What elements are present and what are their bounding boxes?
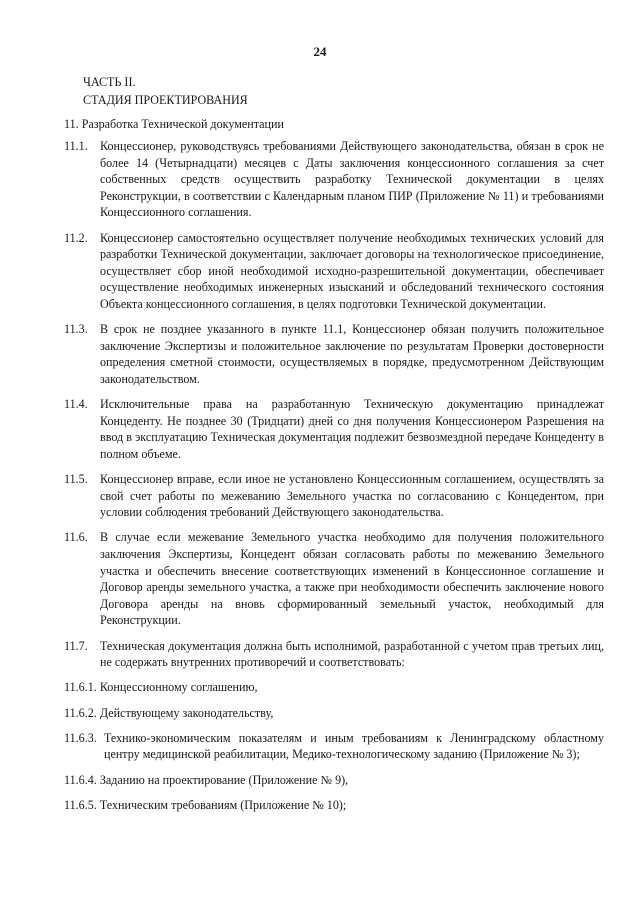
clause-number: 11.1. [64, 139, 88, 153]
clause-11-3 [64, 321, 604, 387]
clause-11-6 [64, 529, 604, 629]
clause-11-7 [64, 638, 604, 671]
subclause-11-6-4 [64, 772, 604, 789]
subclause-text: Действующему законодательству, [99, 705, 274, 720]
clause-text: Техническая документация должна быть исполнимой, разработанной с учетом прав третьих лиц, не содержать внутренних противоречий и соответствовать: [100, 638, 604, 670]
clause-text: Концессионер вправе, если иное не установлено Концессионным соглашением, осуществлять за свой счет работы по межеванию Земельного участка по согласованию с Концедентом, при условии соблюдения требований Действующего законодательства. [100, 472, 604, 520]
clause-number: 11.3. [64, 322, 88, 337]
clause-11-5 [64, 471, 604, 521]
clause-text: В срок не позднее указанного в пункте 11.1, Концессионер обязан получить положительное заключение Экспертизы и положительное заключение по результатам Проверки достоверности определения сметной стоимости, осуществляемых в порядке, предусмотренном Действующим законодательством. [100, 322, 604, 386]
subclause-11-6-1 [64, 679, 604, 696]
clause-number: 11.2. [64, 230, 88, 245]
subclause-number: 11.6.2. [64, 705, 100, 720]
subclause-text: Заданию на проектирование (Приложение № 9), [99, 772, 349, 787]
clause-text: Концессионер самостоятельно осуществляет получение необходимых технических условий для разработки Технической документации, заключает договоры на технологическое присоединение, осуществляет сбор иной необходимой исходно-разрешительной документации, обеспечивает осуществление необходимых инженерных изысканий и обследований технического состояния Объекта концессионного соглашения, в целях подготовки Технической документации. [100, 230, 604, 311]
clause-11-2 [64, 230, 604, 313]
subclause-number: 11.6.5. [64, 797, 100, 812]
section-title: 11. Разработка Технической документации [64, 117, 284, 131]
clause-number: 11.4. [64, 397, 88, 412]
part-heading [83, 73, 248, 109]
clause-number: 11.7. [64, 638, 88, 653]
subclause-11-6-5 [64, 797, 604, 814]
subclause-text: Техническим требованиям (Приложение № 10); [99, 797, 347, 812]
stage-title: СТАДИЯ ПРОЕКТИРОВАНИЯ [83, 93, 248, 107]
subclause-11-6-3 [64, 730, 604, 763]
part-label: ЧАСТЬ II. [83, 75, 136, 89]
clause-number: 11.5. [64, 472, 88, 487]
subclause-text: Технико-экономическим показателям и иным требованиям к Ленинградскому областному центру медицинской реабилитации, Медико-технологическому заданию (Приложение № 3); [104, 730, 604, 762]
clause-text: В случае если межевание Земельного участка необходимо для получения положительного заключения Экспертизы, Концедент обязан согласовать работы по межеванию Земельного участка и обеспечить внесение соответствующих изменений в Концессионное соглашение и Договор аренды земельного участка, а также при необходимости обеспечить заключение нового Договора аренды на вновь сформированный земельный участок, необходимый для Реконструкции. [100, 530, 604, 628]
clause-11-4 [64, 396, 604, 462]
document-body [64, 138, 604, 822]
subclause-text: Концессионному соглашению, [99, 680, 258, 695]
subclause-number: 11.6.4. [64, 772, 100, 787]
clause-11-1 [64, 138, 604, 221]
page-number: 24 [313, 44, 327, 59]
clause-text: Концессионер, руководствуясь требованиями Действующего законодательства, обязан в срок не более 14 (Четырнадцати) месяцев с Даты заключения концессионного соглашения за счет собственных средств осуществить разработку Технической документации в целях Реконструкции, в соответствии с Календарным планом ПИР (Приложение № 11) и требованиями Концессионного соглашения. [100, 139, 604, 220]
clause-number: 11.6. [64, 530, 88, 545]
clause-text: Исключительные права на разработанную Техническую документацию принадлежат Концеденту. Не позднее 30 (Тридцати) дней со дня получения Концессионером Разрешения на ввод в эксплуатацию Техническая документация подлежит безвозмездной передаче Концеденту в полном объеме. [100, 397, 604, 461]
subclause-number: 11.6.3. [64, 730, 97, 745]
subclause-number: 11.6.1. [64, 680, 100, 695]
subclause-11-6-2 [64, 705, 604, 722]
